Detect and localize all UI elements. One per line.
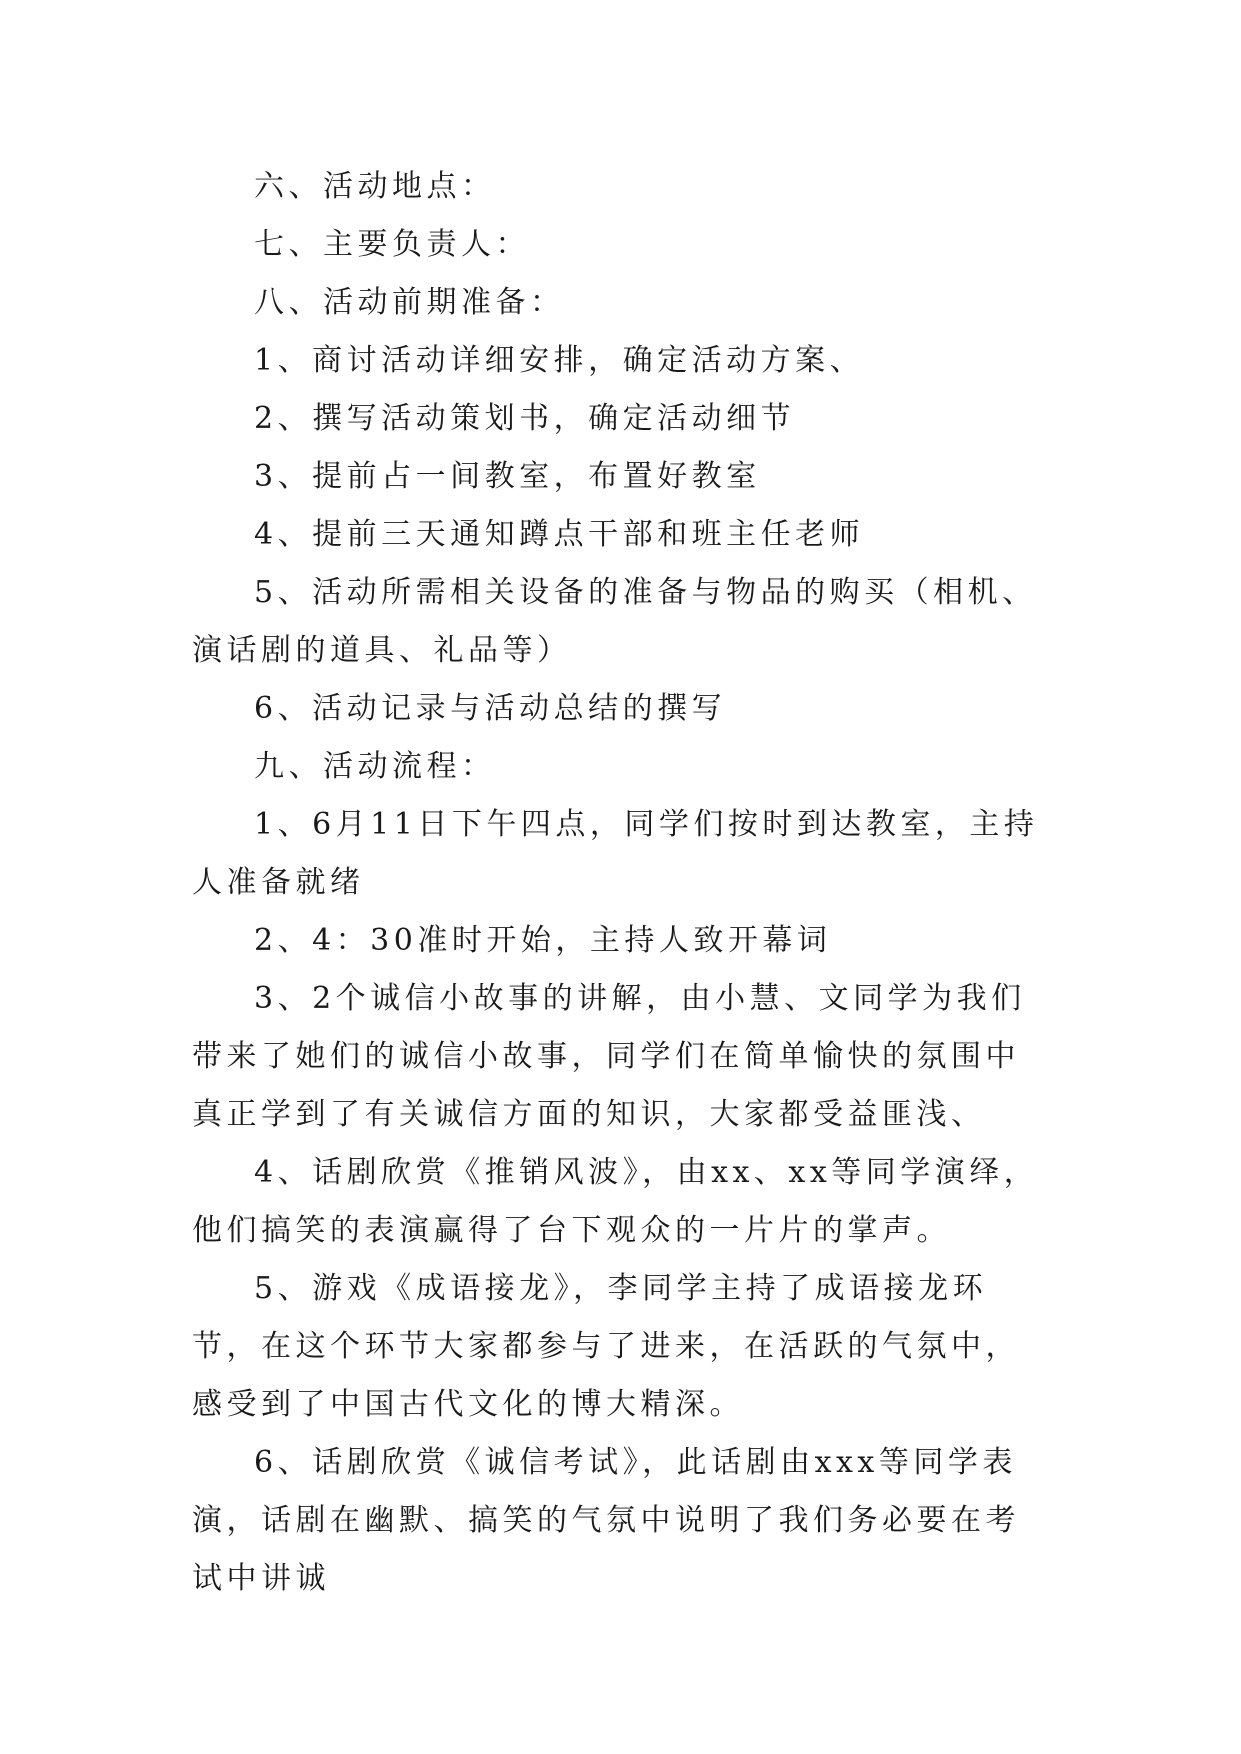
paragraph-prep-1: 1、商讨活动详细安排，确定活动方案、 (254, 343, 865, 378)
document-body (192, 158, 1050, 1608)
paragraph-flow-1: 1、6月11日下午四点，同学们按时到达教室，主持人准备就绪 (192, 807, 1039, 900)
paragraph-prep-6: 6、活动记录与活动总结的撰写 (254, 691, 727, 726)
paragraph-prep-5: 5、活动所需相关设备的准备与物品的购买（相机、演话剧的道具、礼品等） (192, 575, 1037, 668)
paragraph-flow-3: 3、2个诚信小故事的讲解，由小慧、文同学为我们带来了她们的诚信小故事，同学们在简单愉快的氛围中真正学到了有关诚信方面的知识，大家都受益匪浅、 (192, 981, 1026, 1132)
paragraph-flow-2: 2、4：30准时开始，主持人致开幕词 (254, 923, 832, 958)
paragraph-prep-2: 2、撰写活动策划书，确定活动细节 (254, 401, 796, 436)
paragraph-section-8: 八、活动前期准备： (254, 285, 565, 320)
paragraph-flow-4: 4、话剧欣赏《推销风波》，由xx、xx等同学演绎，他们搞笑的表演赢得了台下观众的一片片的掌声。 (192, 1155, 1039, 1248)
paragraph-prep-3: 3、提前占一间教室，布置好教室 (254, 459, 761, 494)
paragraph-section-9: 九、活动流程： (254, 749, 496, 784)
paragraph-section-7: 七、主要负责人： (254, 227, 530, 262)
paragraph-flow-5: 5、游戏《成语接龙》，李同学主持了成语接龙环节，在这个环节大家都参与了进来，在活跃的气氛中，感受到了中国古代文化的博大精深。 (192, 1271, 1020, 1422)
paragraph-section-6: 六、活动地点： (254, 169, 496, 204)
paragraph-prep-4: 4、提前三天通知蹲点干部和班主任老师 (254, 517, 865, 552)
paragraph-flow-6: 6、话剧欣赏《诚信考试》，此话剧由xxx等同学表演，话剧在幽默、搞笑的气氛中说明了我们务必要在考试中讲诚 (192, 1445, 1020, 1596)
